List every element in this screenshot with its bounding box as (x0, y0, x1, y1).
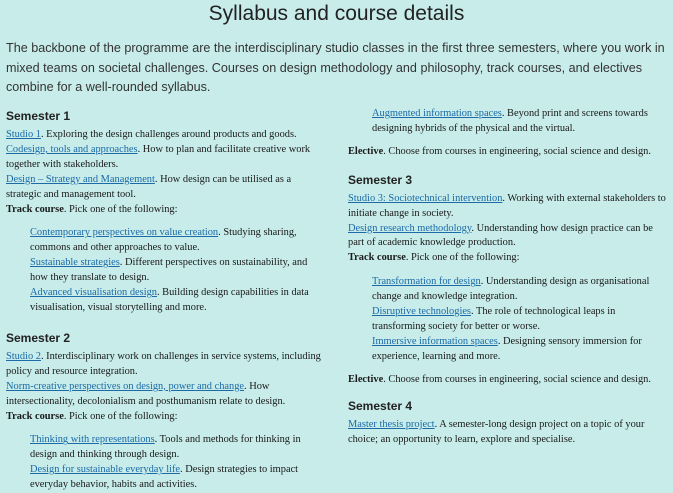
course-entry: Studio 2. Interdisciplinary work on challenges in service systems, including policy and resource integration. (6, 350, 321, 377)
course-entry: Norm-creative perspectives on design, power and change. How intersectionality, decolonialism and posthumanism relate to design. (6, 380, 286, 407)
track-link-visualisation-design[interactable]: Advanced visualisation design (30, 287, 157, 299)
course-link-studio-1[interactable]: Studio 1 (6, 129, 41, 140)
track-entry: Transformation for design. Understanding design as organisational change and knowledge integration. (372, 276, 650, 303)
track-link-value-creation[interactable]: Contemporary perspectives on value creation (30, 227, 219, 239)
track-link-representations[interactable]: Thinking with representations (30, 434, 155, 446)
semester-3-title: Semester 3 (348, 172, 413, 187)
track-course-line: Track course. Pick one of the following: (6, 410, 178, 422)
intro-paragraph: The backbone of the programme are the interdisciplinary studio classes in the first three semesters, where you work in mixed teams on societal challenges. Courses on design methodology and philosophy, track courses, and electives combine for a well-rounded syllabus. (6, 41, 665, 94)
course-entry: Codesign, tools and approaches. How to plan and facilitate creative work together with stakeholders. (6, 143, 311, 170)
track-link-sustainable-strategies[interactable]: Sustainable strategies (30, 257, 120, 269)
course-entry: Studio 1. Exploring the design challenges around products and goods. (6, 129, 297, 140)
course-link-studio-3[interactable]: Studio 3: Sociotechnical intervention (348, 192, 503, 204)
course-link-research-methodology[interactable]: Design research methodology (348, 222, 472, 234)
track-link-augmented-spaces[interactable]: Augmented information spaces (372, 108, 502, 119)
track-list-semester-2-continued (348, 107, 670, 137)
track-entry: Thinking with representations. Tools and methods for thinking in design and thinking through design. (30, 434, 301, 461)
track-course-line: Track course. Pick one of the following: (6, 203, 178, 215)
course-entry: Master thesis project. A semester-long design project on a topic of your choice; an opportunity to learn, explore and specialise. (348, 418, 645, 445)
track-list-semester-1 (6, 226, 322, 315)
track-link-transformation[interactable]: Transformation for design (372, 276, 481, 288)
course-link-design-strategy[interactable]: Design – Strategy and Management (6, 173, 155, 185)
course-link-codesign[interactable]: Codesign, tools and approaches (6, 143, 138, 155)
course-link-master-thesis[interactable]: Master thesis project (348, 418, 435, 430)
course-entry: Studio 3: Sociotechnical intervention. Working with external stakeholders to initiate change in society. (348, 192, 666, 219)
semester-2-title: Semester 2 (6, 330, 71, 345)
track-course-line: Track course. Pick one of the following: (348, 252, 520, 264)
track-entry: Augmented information spaces. Beyond print and screens towards designing hybrids of the physical and the virtual. (372, 108, 648, 134)
elective-line: Elective. Choose from courses in engineering, social science and design. (348, 373, 651, 385)
track-list-semester-2 (6, 433, 322, 493)
left-column (6, 108, 322, 493)
course-link-norm-creative[interactable]: Norm-creative perspectives on design, power and change (6, 380, 245, 392)
track-entry: Design for sustainable everyday life. Design strategies to impact everyday behavior, habits and activities. (30, 464, 299, 491)
course-entry: Design – Strategy and Management. How design can be utilised as a strategic and management tool. (6, 173, 292, 200)
elective-line: Elective. Choose from courses in engineering, social science and design. (348, 145, 651, 157)
page-title: Syllabus and course details (208, 2, 465, 25)
track-entry: Advanced visualisation design. Building design capabilities in data visualisation, visual storytelling and more. (30, 287, 309, 313)
right-column (348, 107, 670, 447)
course-entry: Design research methodology. Understanding how design practice can be part of academic knowledge production. (348, 222, 653, 249)
track-link-immersive-spaces[interactable]: Immersive information spaces (372, 335, 498, 347)
track-entry: Sustainable strategies. Different perspectives on sustainability, and how they translate to design. (30, 257, 308, 284)
track-link-disruptive-technologies[interactable]: Disruptive technologies (372, 306, 471, 318)
track-entry: Contemporary perspectives on value creation. Studying sharing, commons and other approaches to value. (30, 227, 297, 254)
track-entry: Disruptive technologies. The role of technological leaps in transforming society for better or worse. (372, 306, 616, 332)
semester-1-title: Semester 1 (6, 109, 71, 123)
track-list-semester-3 (348, 275, 670, 364)
track-link-sustainable-everyday[interactable]: Design for sustainable everyday life (30, 464, 181, 476)
semester-4-title: Semester 4 (348, 398, 413, 413)
track-entry: Immersive information spaces. Designing sensory immersion for experience, learning and more. (372, 335, 642, 362)
course-link-studio-2[interactable]: Studio 2 (6, 350, 41, 362)
